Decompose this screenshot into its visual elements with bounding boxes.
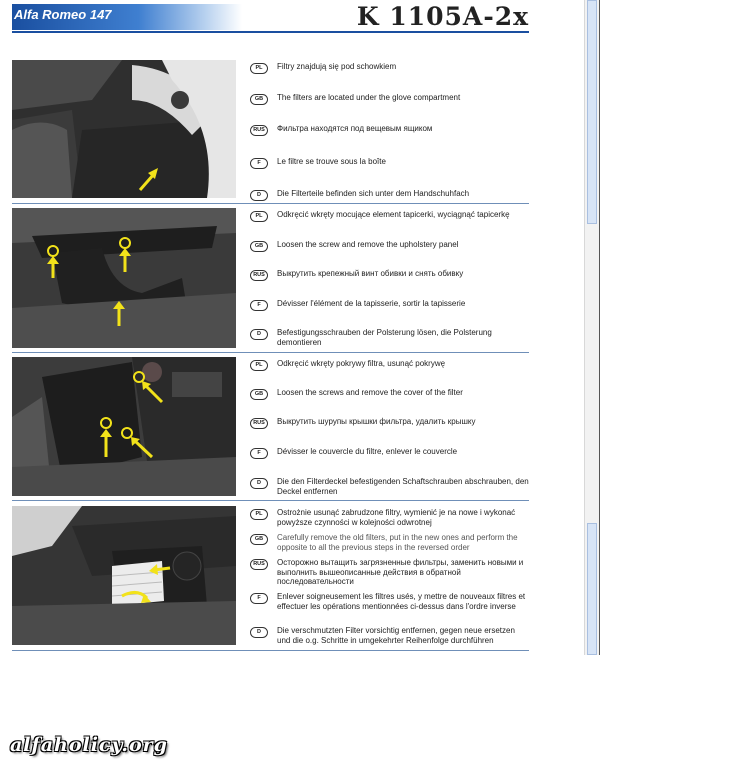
step-2-line-gb bbox=[250, 240, 529, 252]
step-divider bbox=[12, 650, 529, 651]
step-4-text-rus: Осторожно вытащить загрязненные фильтры, заменить новыми и выполнить вышеописанные действия в обратной последовательности bbox=[277, 558, 524, 586]
lang-badge-rus: RUS bbox=[250, 125, 268, 136]
step-divider bbox=[12, 500, 529, 501]
step-4-text-pl: Ostrożnie usunąć zabrudzone filtry, wymienić je na nowe i wykonać powyższe czynności w kolejności odwrotnej bbox=[277, 508, 516, 527]
step-1-photo bbox=[12, 60, 236, 198]
page-header bbox=[12, 0, 529, 32]
step-2-line-d bbox=[250, 328, 529, 347]
step-3-text-rus: Выкрутить шурупы крышки фильтра, удалить крышку bbox=[277, 417, 476, 426]
step-1-line-f bbox=[250, 157, 529, 169]
step-2 bbox=[12, 208, 529, 348]
step-3-line-rus bbox=[250, 417, 529, 429]
step-4-text-gb: Carefully remove the old filters, put in the new ones and perform the opposite to all the previous steps in the reversed order bbox=[277, 533, 518, 552]
lang-badge-f: F bbox=[250, 158, 268, 169]
lang-badge-d: D bbox=[250, 627, 268, 638]
scrollbar-thumb-lower[interactable] bbox=[587, 523, 597, 655]
step-2-photo bbox=[12, 208, 236, 348]
step-2-text-f: Dévisser l'élément de la tapisserie, sortir la tapisserie bbox=[277, 299, 466, 308]
step-3-text-pl: Odkręcić wkręty pokrywy filtra, usunąć pokrywę bbox=[277, 359, 446, 368]
step-1-line-pl bbox=[250, 62, 529, 74]
step-1-line-rus bbox=[250, 124, 529, 136]
step-1 bbox=[12, 60, 529, 200]
lang-badge-d: D bbox=[250, 329, 268, 340]
lang-badge-gb: GB bbox=[250, 389, 268, 400]
step-3-line-gb bbox=[250, 388, 529, 400]
lang-badge-rus: RUS bbox=[250, 270, 268, 281]
step-3-line-f bbox=[250, 447, 529, 459]
step-1-text-rus: Фильтра находятся под вещевым ящиком bbox=[277, 124, 433, 133]
step-1-text-d: Die Filterteile befinden sich unter dem Handschuhfach bbox=[277, 189, 470, 198]
step-2-text-rus: Выкрутить крепежный винт обивки и снять обивку bbox=[277, 269, 464, 278]
step-4-text-f: Enlever soigneusement les filtres usés, y mettre de nouveaux filtres et effectuer les opérations mentionnées ci-dessus dans l'ordre inverse bbox=[277, 592, 526, 611]
header-rule bbox=[12, 31, 529, 33]
lang-badge-rus: RUS bbox=[250, 559, 268, 570]
step-4-line-f bbox=[250, 592, 529, 611]
lang-badge-f: F bbox=[250, 300, 268, 311]
step-3-line-d bbox=[250, 477, 529, 496]
step-3 bbox=[12, 357, 529, 497]
lang-badge-gb: GB bbox=[250, 241, 268, 252]
lang-badge-pl: PL bbox=[250, 63, 268, 74]
kit-code: K 1105A-2x bbox=[356, 2, 529, 31]
step-3-text-f: Dévisser le couvercle du filtre, enlever le couvercle bbox=[277, 447, 458, 456]
lang-badge-rus: RUS bbox=[250, 418, 268, 429]
lang-badge-gb: GB bbox=[250, 94, 268, 105]
step-3-line-pl bbox=[250, 359, 529, 371]
step-4-line-pl bbox=[250, 508, 529, 527]
lang-badge-pl: PL bbox=[250, 509, 268, 520]
step-1-line-d bbox=[250, 189, 529, 201]
step-1-text-pl: Filtry znajdują się pod schowkiem bbox=[277, 62, 397, 71]
watermark: alfaholicy.org bbox=[10, 734, 168, 756]
scrollbar-thumb[interactable] bbox=[587, 0, 597, 224]
step-4-text-d: Die verschmutzten Filter vorsichtig entfernen, gegen neue ersetzen und die o.g. Schritte in umgekehrter Reihenfolge durchführen bbox=[277, 626, 515, 645]
step-2-line-pl bbox=[250, 210, 529, 222]
step-divider bbox=[12, 203, 529, 204]
step-4-line-rus bbox=[250, 558, 529, 587]
step-2-line-f bbox=[250, 299, 529, 311]
step-4-line-gb bbox=[250, 533, 529, 552]
step-3-text-d: Die den Filterdeckel befestigenden Schaftschrauben abschrauben, den Deckel entfernen bbox=[277, 477, 529, 496]
step-4-photo bbox=[12, 506, 236, 645]
step-2-text-d: Befestigungsschrauben der Polsterung lösen, die Polsterung demontieren bbox=[277, 328, 492, 347]
lang-badge-gb: GB bbox=[250, 534, 268, 545]
step-1-text-gb: The filters are located under the glove compartment bbox=[277, 93, 461, 102]
step-divider bbox=[12, 352, 529, 353]
step-2-text-pl: Odkręcić wkręty mocujące element tapicerki, wyciągnąć tapicerkę bbox=[277, 210, 510, 219]
step-1-text-f: Le filtre se trouve sous la boîte bbox=[277, 157, 386, 166]
step-4 bbox=[12, 506, 529, 648]
lang-badge-f: F bbox=[250, 448, 268, 459]
step-3-photo bbox=[12, 357, 236, 496]
lang-badge-d: D bbox=[250, 478, 268, 489]
step-2-line-rus bbox=[250, 269, 529, 281]
brand-title: Alfa Romeo 147 bbox=[14, 7, 112, 22]
lang-badge-d: D bbox=[250, 190, 268, 201]
step-4-line-d bbox=[250, 626, 529, 645]
lang-badge-f: F bbox=[250, 593, 268, 604]
step-3-text-gb: Loosen the screws and remove the cover of the filter bbox=[277, 388, 463, 397]
lang-badge-pl: PL bbox=[250, 211, 268, 222]
lang-badge-pl: PL bbox=[250, 360, 268, 371]
step-2-text-gb: Loosen the screw and remove the upholstery panel bbox=[277, 240, 459, 249]
step-1-line-gb bbox=[250, 93, 529, 105]
